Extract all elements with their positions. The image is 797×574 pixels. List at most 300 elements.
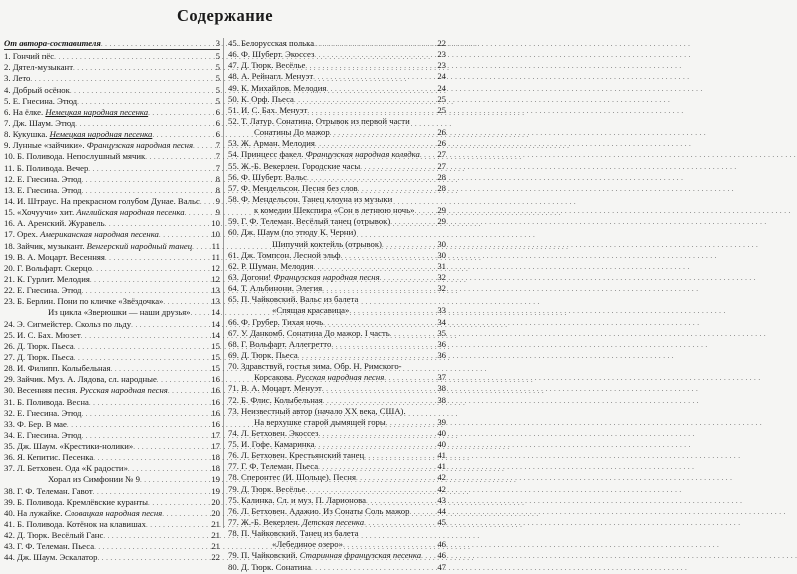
toc-entry-title xyxy=(4,296,163,307)
toc-entry-text: 79. Д. Тюрк. Весёлье xyxy=(228,483,306,494)
page-number: 18 xyxy=(211,452,220,463)
toc-entry-title xyxy=(228,428,318,439)
page-number: 6 xyxy=(215,129,220,140)
page-number: 24 xyxy=(437,71,446,82)
toc-entry-text: 43. Г. Ф. Телеман. Пьеса xyxy=(4,541,95,552)
toc-entry xyxy=(4,196,220,207)
toc-entry-text: 4. Добрый осёнок xyxy=(4,84,70,95)
toc-entry-text: 68. Г. Вольфарт. Аллегретто xyxy=(228,338,332,349)
page-number: 32 xyxy=(437,283,446,294)
toc-entry-text: 16. А. Аренский. Журавель xyxy=(4,218,105,229)
page-number: 41 xyxy=(437,450,446,461)
toc-entry xyxy=(228,472,446,483)
dot-leader xyxy=(98,552,210,564)
toc-entry-title xyxy=(4,430,81,441)
toc-entry-title xyxy=(4,241,192,252)
toc-entry-text: 76. Л. Бетховен. Крестьянский танец xyxy=(228,450,365,461)
page-number: 12 xyxy=(211,262,220,273)
toc-entry-text: Немецкая народная песенка xyxy=(49,129,153,140)
page-number: 21 xyxy=(211,519,220,530)
toc-entry-text: 76. Л. Бетховен. Адажио. Из Сонаты Соль мажор xyxy=(228,505,410,516)
page-number: 16 xyxy=(211,407,220,418)
toc-entry-text: На верхушке старой дымящей горы xyxy=(254,416,386,427)
toc-entry-title xyxy=(4,552,98,563)
toc-entry-text: 19. В. А. Моцарт. Весенняя xyxy=(4,251,105,262)
toc-entry-title xyxy=(4,62,73,73)
toc-entry-text: к комедии Шекспира «Сон в летнюю ночь» xyxy=(254,205,415,216)
toc-entry-title xyxy=(4,274,90,285)
toc-entry xyxy=(4,62,220,73)
toc-entry-title xyxy=(4,385,168,396)
toc-entry-text: 25. И. С. Бах. Мюзет xyxy=(4,329,81,340)
toc-entry-text: 75. И. Гофе. Камаринка xyxy=(228,439,315,450)
toc-entry-title xyxy=(228,71,313,82)
toc-entry-text: 50. К. Орф. Пьеса xyxy=(228,93,294,104)
toc-entry-text: 51. И. С. Бах. Менуэт xyxy=(228,104,308,115)
toc-entry-text: 77. Ж.-Б. Векерлен. xyxy=(228,517,303,528)
toc-entry-title xyxy=(228,517,364,528)
toc-entry-title xyxy=(4,107,148,118)
toc-entry-text: 54. Принцесс факел. xyxy=(228,149,306,160)
page-number: 46 xyxy=(437,539,446,550)
toc-entry-title xyxy=(4,51,54,62)
toc-entry-text: Русская народная песня xyxy=(79,385,168,396)
toc-entry xyxy=(4,408,220,419)
toc-entry xyxy=(4,486,220,497)
dot-leader xyxy=(364,517,435,529)
toc-entry-title xyxy=(4,352,74,363)
toc-entry xyxy=(4,85,220,96)
toc-entry-title xyxy=(228,506,409,517)
toc-entry xyxy=(228,461,446,472)
toc-entry-title xyxy=(228,161,360,172)
toc-entry-title xyxy=(4,363,111,374)
toc-entry-title xyxy=(228,127,330,138)
toc-entry-title xyxy=(228,38,314,49)
toc-entry-title xyxy=(4,408,81,419)
toc-entry-text: 80. Д. Тюрк. Сонатина xyxy=(228,561,311,572)
page-number: 32 xyxy=(437,271,446,282)
toc-entry xyxy=(228,94,446,105)
toc-entry-title xyxy=(4,463,128,474)
toc-entry xyxy=(228,239,446,250)
page-number: 8 xyxy=(215,184,220,195)
toc-entry xyxy=(4,307,220,318)
page-number: 6 xyxy=(215,117,220,128)
toc-entry xyxy=(228,350,446,361)
toc-entry-text: 29. Зайчик. Муз. А. Лядова, сл. народные xyxy=(4,374,157,385)
toc-entry xyxy=(228,205,446,216)
toc-entry xyxy=(228,528,446,539)
toc-entry-text: 6. На ёлке. xyxy=(4,106,46,117)
toc-entry xyxy=(4,174,220,185)
toc-entry-text: 32. Е. Гнесина. Этюд xyxy=(4,407,82,418)
page-number: 27 xyxy=(437,149,446,160)
toc-entry-title xyxy=(228,472,356,483)
toc-entry-title xyxy=(4,508,162,519)
toc-entry xyxy=(228,172,446,183)
toc-entry-title xyxy=(4,341,74,352)
toc-entry-text: 46. Ф. Шуберт. Экоссез xyxy=(228,49,315,60)
toc-entry-text: 15. «Хочуучи» хит. xyxy=(4,207,77,218)
toc-entry-text: 9. Лунные «зайчики». xyxy=(4,140,87,151)
page-number: 7 xyxy=(215,162,220,173)
toc-entry-text: 8. Кукушка. xyxy=(4,129,50,140)
toc-entry-text: 30. Весенняя песня. xyxy=(4,385,80,396)
toc-entry-text: 63. Догони! xyxy=(228,271,274,282)
page-number: 19 xyxy=(211,485,220,496)
toc-entry-title xyxy=(4,541,94,552)
page-number: 22 xyxy=(437,38,446,48)
toc-entry xyxy=(228,439,446,450)
toc-entry xyxy=(228,38,446,49)
toc-entry-title xyxy=(4,330,81,341)
toc-entry-text: 2. Дятел-музыкант xyxy=(4,62,73,73)
toc-entry-title xyxy=(4,185,81,196)
toc-entry-text: 59. Г. Ф. Телеман. Весёлый танец (отрывок) xyxy=(228,216,391,227)
page-number: 19 xyxy=(211,474,220,485)
toc-entry xyxy=(228,71,446,82)
toc-entry-text: 12. Е. Гнесина. Этюд xyxy=(4,173,82,184)
toc-entry xyxy=(4,452,220,463)
toc-entry xyxy=(4,363,220,374)
toc-entry-text: 14. И. Штраус. На прекрасном голубом Дунае. Вальс xyxy=(4,195,200,206)
page-number: 26 xyxy=(437,138,446,149)
page-number: 5 xyxy=(215,95,220,106)
toc-entry-title xyxy=(228,216,390,227)
toc-entry-title xyxy=(4,85,70,96)
toc-entry xyxy=(4,463,220,474)
toc-entry-title xyxy=(4,497,148,508)
toc-entry-text: 79. П. Чайковский. xyxy=(228,550,300,561)
toc-entry-title xyxy=(228,272,380,283)
page-number: 10 xyxy=(211,229,220,240)
toc-entry-title xyxy=(228,116,410,127)
toc-entry-title xyxy=(4,319,131,330)
page-number: 44 xyxy=(437,505,446,516)
page-number: 18 xyxy=(211,463,220,474)
toc-entry-text: Сонатины До мажор xyxy=(254,127,330,138)
toc-entry-text: Французская народная песня xyxy=(86,140,193,151)
toc-entry-title xyxy=(4,474,140,485)
page-number: 35 xyxy=(437,327,446,338)
toc-entry xyxy=(4,319,220,330)
page-number: 14 xyxy=(211,318,220,329)
toc-entry-text: 10. Б. Поливода. Непослушный мячик xyxy=(4,151,146,162)
toc-entry xyxy=(4,96,220,107)
toc-entry-text: 37. Л. Бетховен. Ода «К радости» xyxy=(4,463,128,474)
page-number: 30 xyxy=(437,238,446,249)
page-number: 25 xyxy=(437,104,446,115)
toc-entry-text: 39. Б. Поливода. Кремлёвские куранты xyxy=(4,496,149,507)
toc-entry-text: 60. Дж. Шаум (по этюду К. Черни) xyxy=(228,227,357,238)
page-number: 28 xyxy=(437,171,446,182)
toc-entry-title xyxy=(4,118,75,129)
toc-entry-title xyxy=(4,486,93,497)
page-number: 22 xyxy=(211,552,220,563)
toc-entry xyxy=(228,305,446,316)
page-number: 38 xyxy=(437,394,446,405)
page-number: 47 xyxy=(437,561,446,572)
toc-entry xyxy=(228,105,446,116)
toc-entry-text: 74. Л. Бетховен. Экоссез xyxy=(228,427,319,438)
page-number: 9 xyxy=(215,207,220,218)
toc-entry xyxy=(4,374,220,385)
toc-entry xyxy=(228,183,446,194)
toc-entry-text: 7. Дж. Шаум. Этюд xyxy=(4,117,76,128)
toc-entry-text: 26. Д. Тюрк. Пьеса xyxy=(4,340,74,351)
toc-entry-title xyxy=(4,397,89,408)
toc-entry-title xyxy=(228,105,307,116)
toc-entry-title xyxy=(4,374,157,385)
toc-entry xyxy=(4,430,220,441)
toc-entry xyxy=(228,294,446,305)
toc-entry xyxy=(228,317,446,328)
toc-entry-text: Хорал из Симфонии № 9 xyxy=(48,474,140,485)
page-number: 34 xyxy=(437,316,446,327)
page-number: 26 xyxy=(437,127,446,138)
toc-entry-text: 28. И. Филипп. Колыбельная xyxy=(4,363,111,374)
page-number: 37 xyxy=(437,372,446,383)
page-number: 17 xyxy=(211,429,220,440)
toc-entry xyxy=(4,241,220,252)
toc-entry-text: 17. Орех. xyxy=(4,229,41,240)
toc-entry-title xyxy=(228,439,315,450)
toc-entry-text: 35. Дж. Шаум. «Крестики-нолики» xyxy=(4,441,134,452)
toc-entry xyxy=(4,229,220,240)
toc-entry-title xyxy=(4,218,105,229)
page-number: 15 xyxy=(211,340,220,351)
page-number: 7 xyxy=(215,140,220,151)
page-number: 13 xyxy=(211,296,220,307)
toc-entry xyxy=(228,138,446,149)
toc-entry xyxy=(4,107,220,118)
page-title: Содержание xyxy=(176,6,274,25)
toc-entry xyxy=(228,450,446,461)
toc-entry-title xyxy=(4,96,77,107)
toc-entry-text: 61. Дж. Томпсон. Лесной эльф xyxy=(228,249,341,260)
toc-entry xyxy=(228,484,446,495)
toc-entry-text: 31. Б. Поливода. Весна xyxy=(4,396,89,407)
page-number: 28 xyxy=(437,182,446,193)
page-number: 14 xyxy=(211,307,220,318)
toc-entry-title xyxy=(228,60,305,71)
toc-entry-title xyxy=(228,395,323,406)
toc-entry-text: Венгерский народный танец xyxy=(86,240,193,251)
toc-entry xyxy=(4,185,220,196)
page-number: 16 xyxy=(211,374,220,385)
toc-entry-title xyxy=(228,250,341,261)
toc-entry-title xyxy=(228,417,386,428)
toc-entry-title xyxy=(4,419,67,430)
toc-entry-text: 66. Ф. Грубер. Тихая ночь xyxy=(228,316,324,327)
toc-entry xyxy=(228,328,446,339)
toc-entry-text: 36. Я. Кепитис. Песенка xyxy=(4,452,94,463)
toc-entry xyxy=(4,474,220,485)
toc-entry-text: Старинная французская песенка xyxy=(299,550,422,561)
toc-entry xyxy=(4,296,220,307)
toc-entry-title xyxy=(228,261,313,272)
page-number: 40 xyxy=(437,439,446,450)
toc-entry-title xyxy=(228,461,318,472)
page-number: 45 xyxy=(437,517,446,528)
page-number: 3 xyxy=(215,38,220,48)
page-number: 16 xyxy=(211,418,220,429)
toc-entry-title xyxy=(228,194,392,205)
toc-entry-title xyxy=(4,196,200,207)
toc-entry xyxy=(228,250,446,261)
toc-entry-text: 1. Гончий пёс xyxy=(4,51,55,62)
toc-entry-text: 78. Сперонтес (И. Шольце). Песня xyxy=(228,472,356,483)
toc-entry xyxy=(228,227,446,238)
page-number: 17 xyxy=(211,441,220,452)
toc-entry-text: 78. П. Чайковский. Танец из балета xyxy=(228,528,359,539)
page-number: 29 xyxy=(437,205,446,216)
toc-entry-text: Шипучий коктейль (отрывок) xyxy=(272,238,382,249)
toc-entry xyxy=(4,151,220,162)
toc-entry xyxy=(228,428,446,439)
toc-entry-text: 67. У. Данкомб. Сонатина До мажор. I часть xyxy=(228,327,390,338)
toc-entry-title xyxy=(4,285,81,296)
toc-entry xyxy=(228,406,446,417)
toc-entry xyxy=(4,352,220,363)
page-number: 36 xyxy=(437,338,446,349)
toc-entry-text: 11. Б. Поливода. Вечер xyxy=(4,162,89,173)
page-number: 27 xyxy=(437,160,446,171)
toc-entry xyxy=(4,274,220,285)
page-number: 25 xyxy=(437,93,446,104)
toc-entry xyxy=(4,163,220,174)
toc-entry-text: 13. Е. Гнесина. Этюд xyxy=(4,184,82,195)
toc-entry-text: 22. Е. Гнесина. Этюд xyxy=(4,285,82,296)
toc-entry-text: 52. Т. Латур. Сонатина. Отрывок из первой части xyxy=(228,115,410,126)
toc-entry-text: 21. К. Гурлит. Мелодия xyxy=(4,273,90,284)
toc-entry-text: Английская народная песенка xyxy=(76,207,185,218)
toc-entry-text: Американская народная песенка xyxy=(40,229,159,240)
toc-entry xyxy=(228,261,446,272)
toc-entry-title xyxy=(228,528,359,539)
toc-entry-text: Французская народная песня xyxy=(273,271,380,282)
page-number: 36 xyxy=(437,349,446,360)
toc-entry-title xyxy=(228,406,406,417)
toc-entry-title xyxy=(4,530,103,541)
toc-entry-title xyxy=(228,539,343,550)
toc-entry xyxy=(228,83,446,94)
toc-entry xyxy=(228,550,446,561)
toc-entry-text: Детская песенка xyxy=(302,517,365,528)
toc-entry xyxy=(4,285,220,296)
toc-entry xyxy=(228,361,446,372)
page-number: 11 xyxy=(211,240,220,251)
toc-entry-text: 20. Г. Вольфарт. Скерцо xyxy=(4,262,92,273)
toc-entry-title xyxy=(228,383,322,394)
toc-entry-title xyxy=(228,350,298,361)
toc-entry-text: Из цикла «Зверюшки — наши друзья» xyxy=(48,307,191,318)
toc-entry xyxy=(228,283,446,294)
page-number: 21 xyxy=(211,530,220,541)
page-number: 30 xyxy=(437,249,446,260)
toc-entry-text: «Лебединое озеро» xyxy=(272,539,343,550)
toc-entry xyxy=(4,397,220,408)
toc-entry-text: 55. Ж.-Б. Векерлен. Городские часы xyxy=(228,160,361,171)
toc-entry xyxy=(4,252,220,263)
toc-entry xyxy=(4,51,220,62)
toc-entry-title xyxy=(4,163,88,174)
page-number: 16 xyxy=(211,385,220,396)
toc-entry-text: 40. На лужайке. xyxy=(4,507,65,518)
toc-entry xyxy=(228,562,446,573)
toc-entry-text: 49. К. Михайлов. Мелодия xyxy=(228,82,327,93)
page-number: 29 xyxy=(437,216,446,227)
toc-entry xyxy=(228,495,446,506)
toc-entry-title xyxy=(228,227,356,238)
page-number: 5 xyxy=(215,51,220,62)
toc-entry xyxy=(228,49,446,60)
page-number: 15 xyxy=(211,363,220,374)
toc-entry-text: 45. Белорусская полька xyxy=(228,38,315,48)
page-number: 42 xyxy=(437,472,446,483)
toc-entry xyxy=(4,129,220,140)
toc-entry xyxy=(4,541,220,552)
toc-entry xyxy=(4,552,220,563)
toc-entry-text: 77. Г. Ф. Телеман. Пьеса xyxy=(228,461,319,472)
toc-entry xyxy=(228,395,446,406)
page-number: 15 xyxy=(211,351,220,362)
toc-entry-text: 34. Е. Гнесина. Этюд xyxy=(4,429,82,440)
toc-entry xyxy=(228,339,446,350)
toc-entry-title xyxy=(228,328,390,339)
toc-entry-text: 62. Р. Шуман. Мелодия xyxy=(228,260,314,271)
toc-entry xyxy=(228,161,446,172)
toc-entry xyxy=(228,127,446,138)
toc-entry-title xyxy=(228,205,414,216)
toc-entry-title xyxy=(228,83,326,94)
toc-entry-text: 64. Т. Альбинони. Элегия xyxy=(228,283,323,294)
toc-entry-text: 33. Ф. Бер. В мае xyxy=(4,418,67,429)
page-number: 13 xyxy=(211,285,220,296)
page-number: 6 xyxy=(215,106,220,117)
toc-entry-title xyxy=(228,283,322,294)
toc-entry-title xyxy=(4,73,30,84)
page-number: 20 xyxy=(211,496,220,507)
toc-entry-text: 27. Д. Тюрк. Пьеса xyxy=(4,351,74,362)
page-number: 31 xyxy=(437,260,446,271)
toc-entry-title xyxy=(4,519,146,530)
toc-entry-title xyxy=(228,484,305,495)
toc-right-column xyxy=(228,38,446,573)
toc-entry-title xyxy=(228,361,402,372)
toc-entry-title xyxy=(4,263,92,274)
toc-entry xyxy=(228,194,446,205)
toc-entry xyxy=(4,73,220,84)
toc-entry xyxy=(228,372,446,383)
page-number: 11 xyxy=(211,251,220,262)
page-number: 23 xyxy=(437,60,446,71)
toc-entry-title xyxy=(4,174,81,185)
toc-entry xyxy=(228,116,446,127)
toc-entry-text: 38. Г. Ф. Телеман. Гавот xyxy=(4,485,93,496)
toc-entry-text: «Спящая красавица» xyxy=(272,305,350,316)
page-number: 43 xyxy=(437,494,446,505)
toc-entry-title xyxy=(228,94,294,105)
toc-entry-title xyxy=(4,207,185,218)
toc-entry-text: Французская народная колядка xyxy=(305,149,420,160)
toc-entry-text: 53. Ж. Арман. Мелодия xyxy=(228,138,315,149)
toc-entry-title xyxy=(4,307,191,318)
toc-entry-text: 44. Дж. Шаум. Эскалатор xyxy=(4,552,98,563)
dot-leader xyxy=(390,216,435,228)
page-number: 8 xyxy=(215,173,220,184)
